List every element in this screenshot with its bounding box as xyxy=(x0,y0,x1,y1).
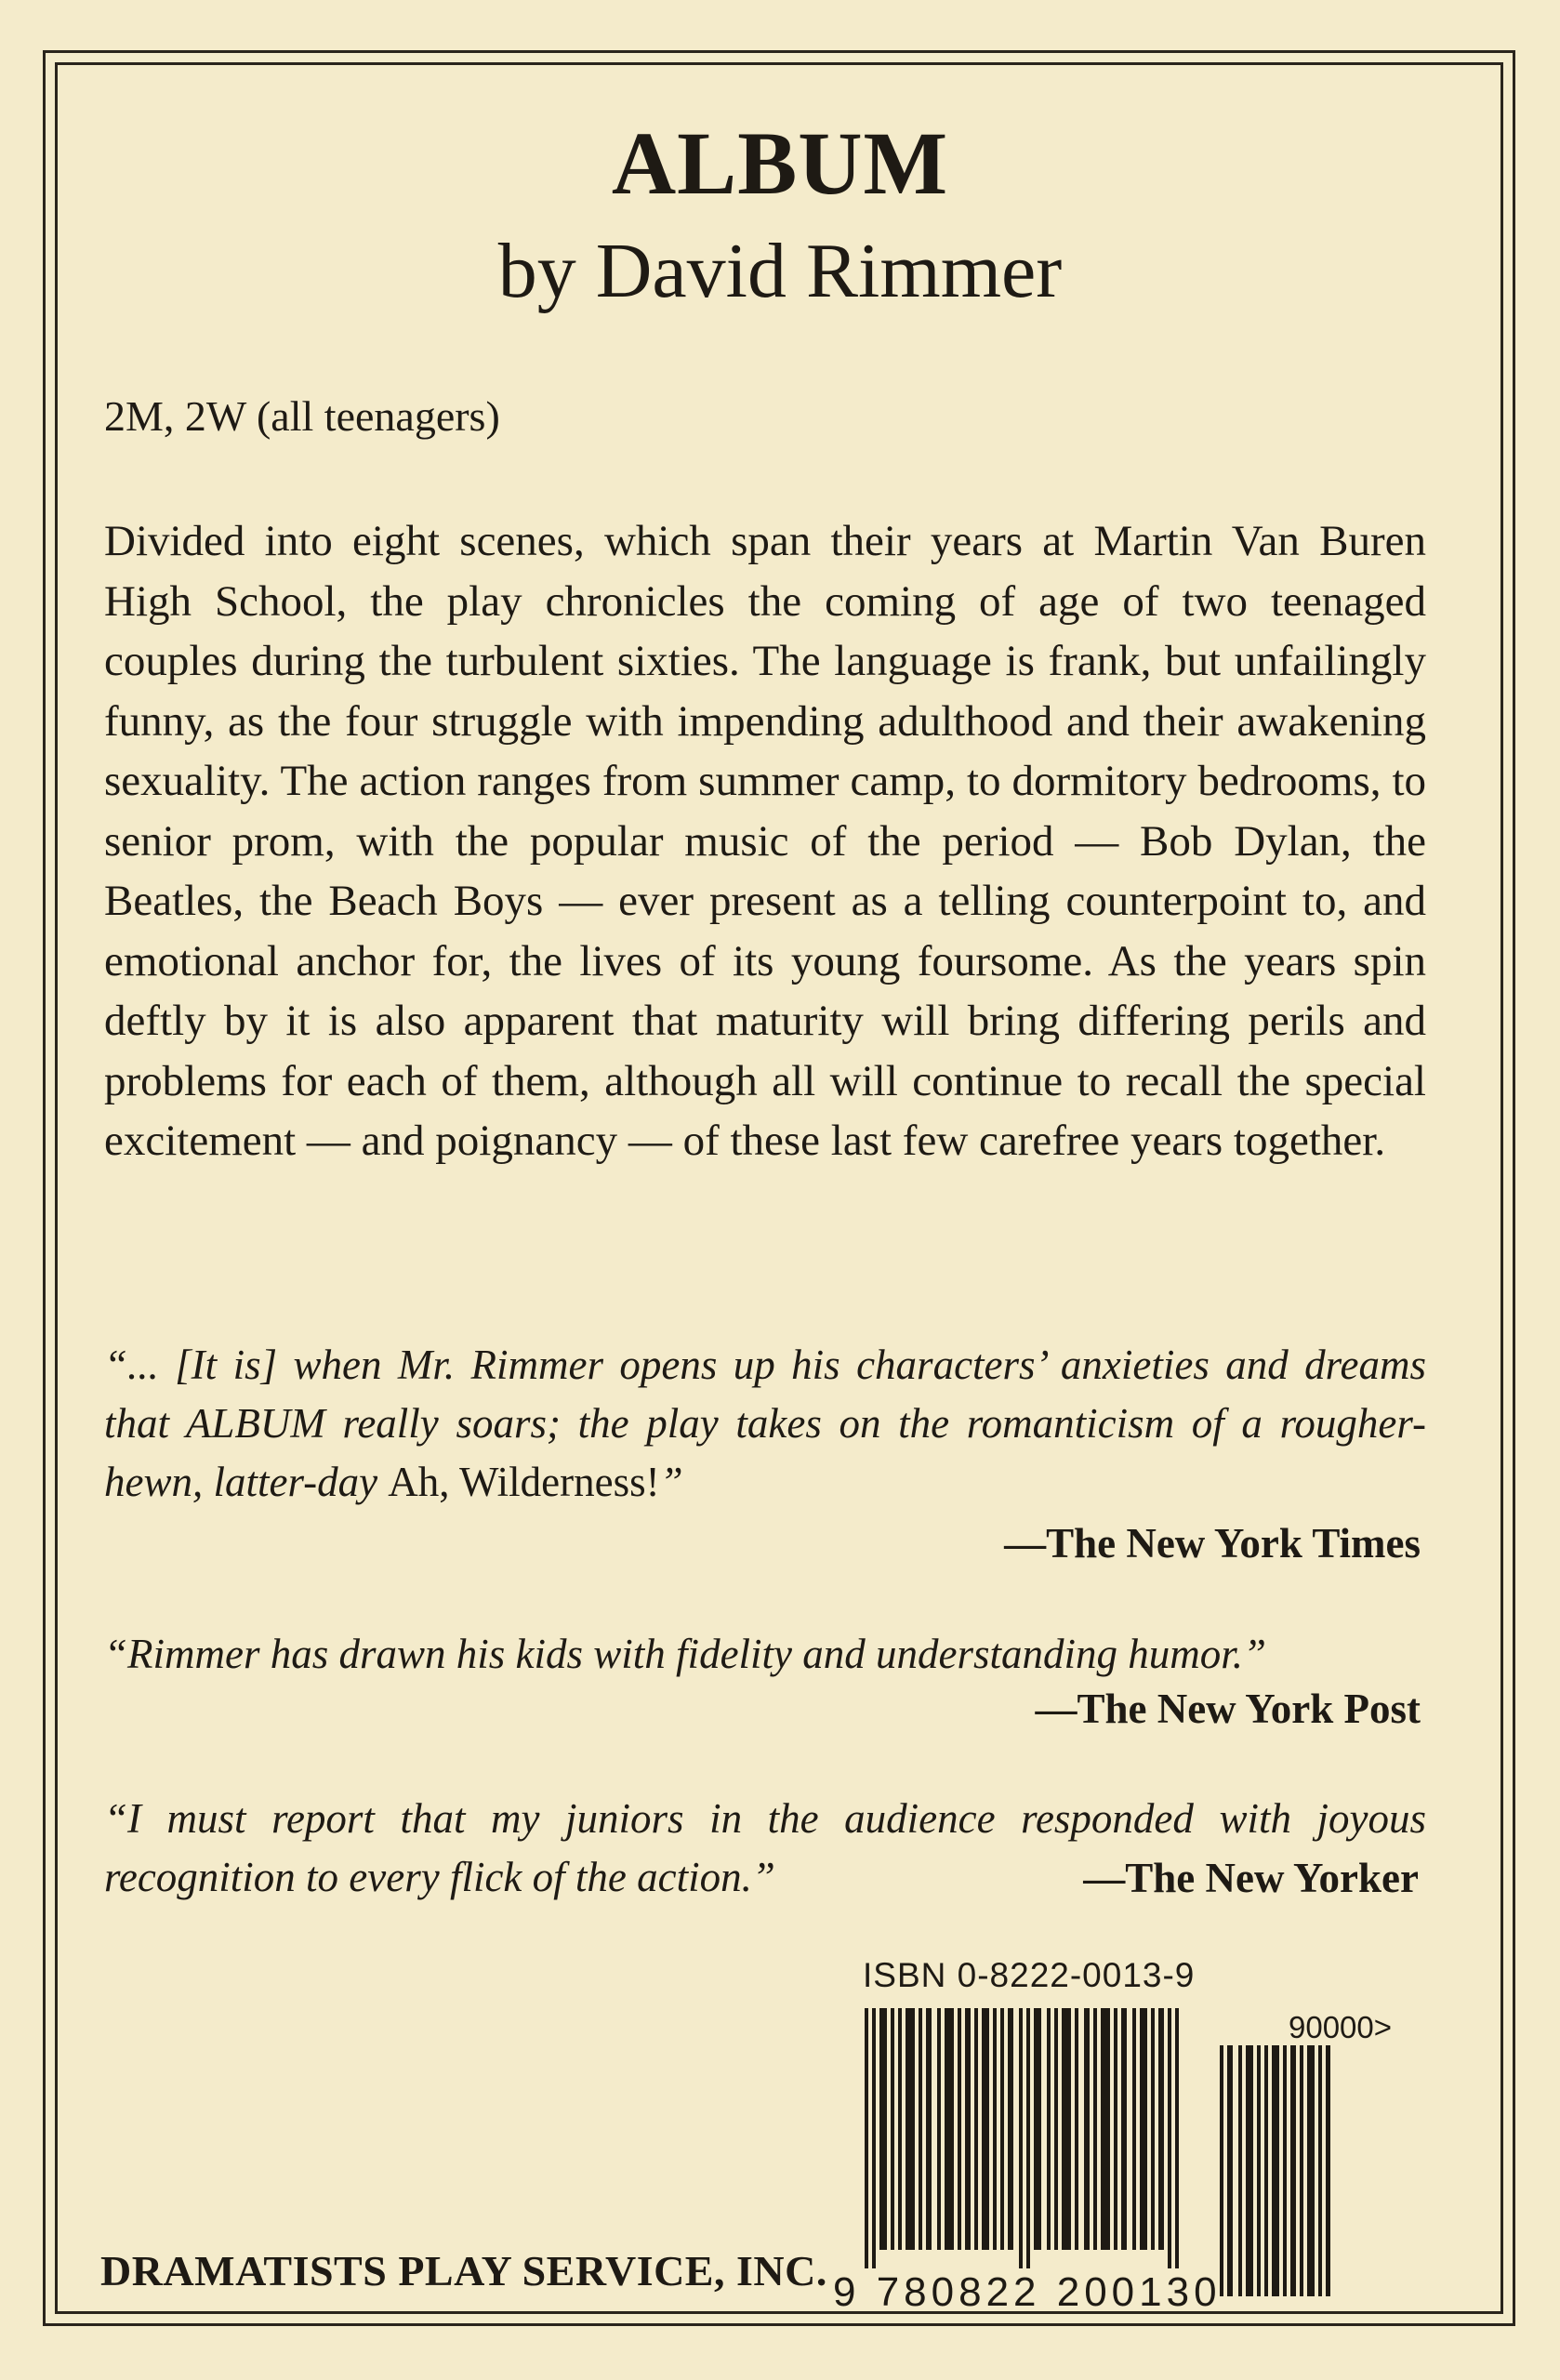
review-quote-nypost: “Rimmer has drawn his kids with fidelity and understanding humor.” xyxy=(104,1631,1267,1677)
review-source-newyorker: —The New Yorker xyxy=(1083,1855,1419,1901)
book-title: ALBUM xyxy=(611,113,949,213)
review-quote-nytimes xyxy=(104,1336,1426,1512)
review-quote-newyorker: “I must report that my juniors in the audience responded with joyous recognition to every flick of the action.” xyxy=(104,1795,1426,1900)
review-quote-play-title: Ah, Wilderness! xyxy=(388,1459,660,1505)
isbn-number: ISBN 0-8222-0013-9 xyxy=(863,1956,1196,1994)
review-quote-text: “... [It is] when Mr. Rimmer opens up his characters’ anxieties and dreams that ALBUM really soars; the play takes on the romanticism of a rougher-hewn, latter-day xyxy=(104,1342,1426,1505)
review-source-nytimes: —The New York Times xyxy=(1004,1520,1421,1567)
review-quote-close: ” xyxy=(659,1459,683,1505)
barcode-number: 9 780822 200130 xyxy=(833,2269,1222,2315)
review-source-nypost: —The New York Post xyxy=(1035,1686,1421,1732)
play-description: Divided into eight scenes, which span their years at Martin Van Buren High School, the play chronicles the coming of age of two teenaged couples during the turbulent sixties. The language is frank, but unfailingly funny, as the four struggle with impending adulthood and their awakening sexuality. The action ranges from summer camp, to dormitory bedrooms, to senior prom, with the popular music of the period — Bob Dylan, the Beatles, the Beach Boys — ever present as a telling counterpoint to, and emotional anchor for, the lives of its young foursome. As the years spin deftly by it is also apparent that maturity will bring differing perils and problems for each of them, although all will continue to recall the special excitement — and poignancy — of these last few carefree years together. xyxy=(104,517,1426,1165)
price-code: 90000> xyxy=(1289,2010,1393,2044)
ean-barcode xyxy=(865,2008,1184,2268)
price-addon-barcode xyxy=(1220,2045,1331,2296)
cast-size: 2M, 2W (all teenagers) xyxy=(104,392,500,440)
publisher-name: DRAMATISTS PLAY SERVICE, INC. xyxy=(100,2247,827,2294)
author-line: by David Rimmer xyxy=(497,228,1063,314)
